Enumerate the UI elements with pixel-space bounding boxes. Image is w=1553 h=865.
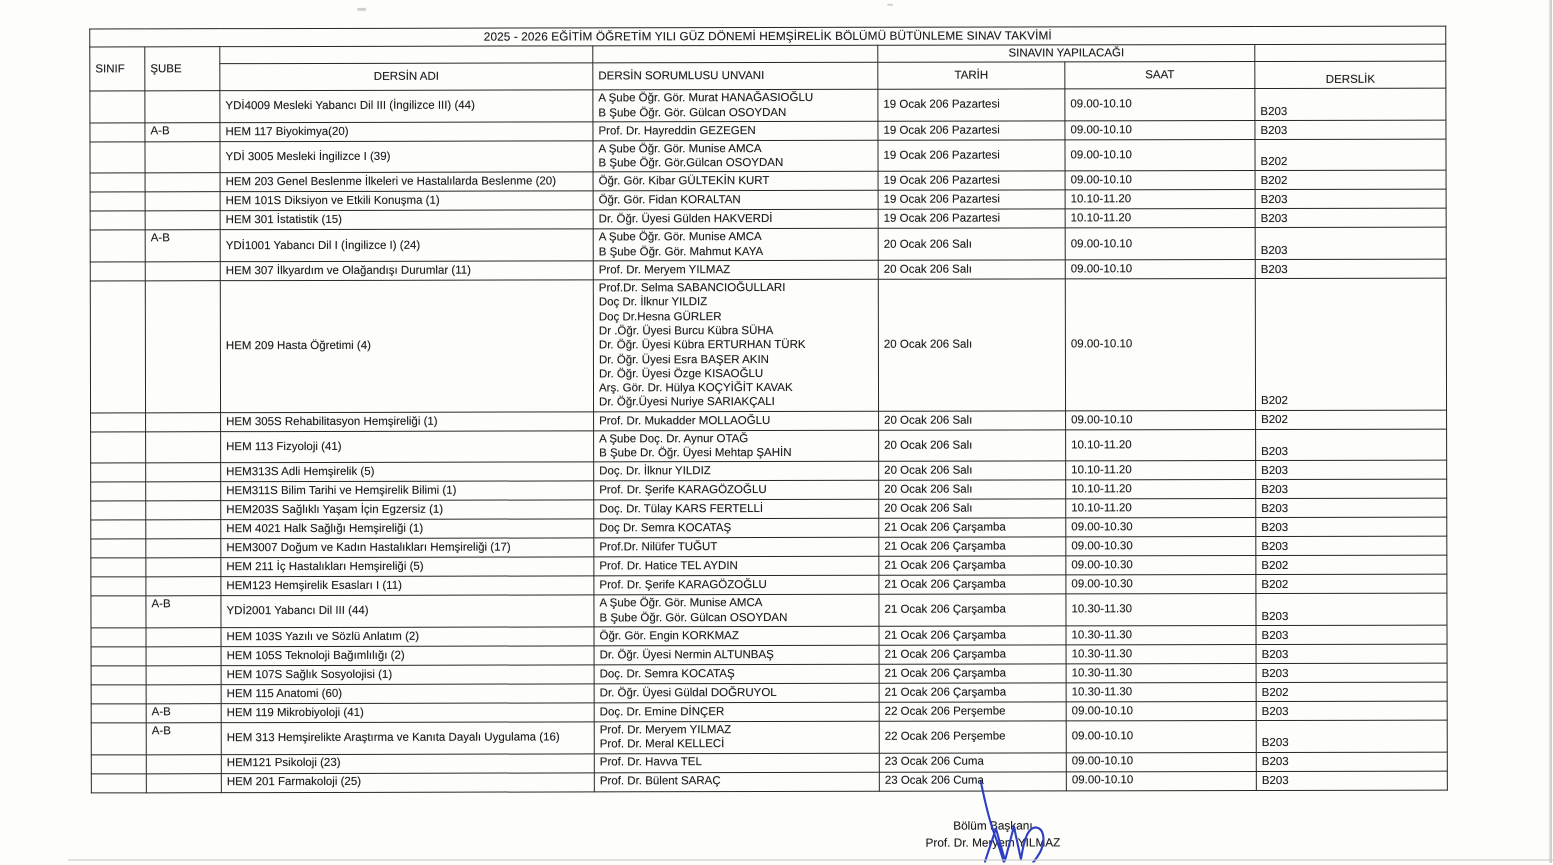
cell-sinif xyxy=(90,211,145,230)
column-header-tarih: TARİH xyxy=(878,62,1065,89)
cell-tarih: 19 Ocak 206 Pazartesi xyxy=(878,121,1065,140)
scan-edge-bottom xyxy=(68,859,1553,861)
cell-sorumlu: Doç. Dr. Semra KOCATAŞ xyxy=(594,664,879,684)
cell-tarih: 19 Ocak 206 Pazartesi xyxy=(878,209,1065,228)
cell-saat: 09.00-10.10 xyxy=(1065,260,1255,279)
cell-ders: HEM 307 İlkyardım ve Olağandışı Durumlar (11) xyxy=(220,261,593,281)
cell-saat: 10.10-11.20 xyxy=(1066,461,1256,480)
cell-ders: HEM3007 Doğum ve Kadın Hastalıkları Hemşireliği (17) xyxy=(221,538,594,558)
cell-saat: 09.00-10.10 xyxy=(1066,410,1256,429)
cell-tarih: 23 Ocak 206 Cuma xyxy=(879,752,1066,771)
cell-sube xyxy=(145,262,220,281)
cell-tarih: 21 Ocak 206 Çarşamba xyxy=(879,645,1066,664)
cell-sinif xyxy=(91,577,146,596)
cell-sorumlu: Prof. Dr. Şerife KARAGÖZOĞLU xyxy=(594,481,879,501)
cell-saat: 09.00-10.10 xyxy=(1065,279,1255,411)
cell-saat: 09.00-10.10 xyxy=(1066,701,1256,720)
cell-derslik: B203 xyxy=(1256,720,1447,752)
cell-saat: 10.10-11.20 xyxy=(1066,480,1256,499)
cell-sinif xyxy=(91,704,146,723)
cell-saat: 09.00-10.10 xyxy=(1066,771,1256,790)
cell-ders: HEM 4021 Halk Sağlığı Hemşireliği (1) xyxy=(221,519,594,539)
cell-sinif xyxy=(90,230,145,262)
cell-ders: HEM 211 İç Hastalıkları Hemşireliği (5) xyxy=(221,557,594,577)
cell-sube: A-B xyxy=(145,123,220,142)
cell-sube xyxy=(146,558,221,577)
cell-ders: HEM 117 Biyokimya(20) xyxy=(220,122,593,142)
cell-derslik: B203 xyxy=(1256,663,1447,682)
cell-ders: HEM313S Adli Hemşirelik (5) xyxy=(221,462,594,482)
cell-saat: 09.00-10.10 xyxy=(1066,720,1256,752)
cell-tarih: 21 Ocak 206 Çarşamba xyxy=(879,594,1066,626)
exam-schedule-table xyxy=(89,26,1448,793)
cell-sorumlu: Doç Dr. Semra KOCATAŞ xyxy=(594,519,879,539)
footer-signatory-name: Prof. Dr. Meryem YILMAZ xyxy=(925,835,1061,850)
cell-tarih: 20 Ocak 206 Salı xyxy=(878,279,1065,411)
cell-sorumlu: Prof.Dr. Selma SABANCIOĞULLARI Doç Dr. İlknur YILDIZ Doç Dr.Hesna GÜRLER Dr .Öğr. Üyesi Burcu Kübra SÜHA Dr. Öğr. Üyesi Kübra ERTURHAN TÜRK Dr. Öğr. Üyesi Esra BAŞER AKIN Dr. Öğr. Üyesi Özge KISAOĞLU Arş. Gör. Dr. Hülya KOÇYİĞİT KAVAK Dr. Öğr.Üyesi Nuriye SARIAKÇALI xyxy=(593,279,878,411)
cell-tarih: 19 Ocak 206 Pazartesi xyxy=(878,190,1065,209)
cell-sorumlu: Öğr. Gör. Kibar GÜLTEKİN KURT xyxy=(593,172,878,192)
cell-ders: HEM 115 Anatomi (60) xyxy=(221,684,594,704)
cell-saat: 09.00-10.10 xyxy=(1065,139,1255,171)
cell-tarih: 19 Ocak 206 Pazartesi xyxy=(878,171,1065,190)
cell-ders: HEM 107S Sağlık Sosyolojisi (1) xyxy=(221,665,594,685)
cell-derslik: B203 xyxy=(1255,259,1446,278)
cell-ders: HEM311S Bilim Tarihi ve Hemşirelik Bilimi (1) xyxy=(221,481,594,501)
cell-sinif xyxy=(91,647,146,666)
cell-sorumlu: Öğr. Gör. Fidan KORALTAN xyxy=(593,191,878,211)
cell-saat: 09.00-10.10 xyxy=(1065,228,1255,260)
cell-ders: HEM 201 Farmakoloji (25) xyxy=(221,772,594,792)
cell-sinif xyxy=(91,501,146,520)
cell-ders: HEM 209 Hasta Öğretimi (4) xyxy=(220,280,593,412)
table-row xyxy=(91,771,1447,793)
cell-sorumlu: Öğr. Gör. Engin KORKMAZ xyxy=(594,626,879,646)
cell-derslik: B202 xyxy=(1255,171,1446,190)
cell-derslik: B202 xyxy=(1256,574,1447,593)
cell-derslik: B202 xyxy=(1256,682,1447,701)
cell-derslik: B203 xyxy=(1256,752,1447,771)
cell-sube xyxy=(145,142,220,174)
cell-ders: HEM123 Hemşirelik Esasları I (11) xyxy=(221,576,594,596)
column-header-sinavin-yapilacagi: SINAVIN YAPILACAĞI xyxy=(878,44,1255,62)
cell-sinif xyxy=(91,432,146,464)
cell-derslik: B202 xyxy=(1255,139,1446,171)
cell-tarih: 21 Ocak 206 Çarşamba xyxy=(879,537,1066,556)
cell-sinif xyxy=(91,723,146,755)
cell-sinif xyxy=(90,281,145,413)
cell-sube xyxy=(146,773,221,792)
cell-sorumlu: Prof. Dr. Meryem YILMAZ Prof. Dr. Meral KELLECİ xyxy=(594,721,879,753)
table-row xyxy=(90,88,1446,122)
cell-ders: HEM 203 Genel Beslenme İlkeleri ve Hastalılarda Beslenme (20) xyxy=(220,172,593,192)
cell-sorumlu: A Şube Öğr. Gör. Munise AMCA B Şube Öğr. Gör.Gülcan OSOYDAN xyxy=(593,140,878,172)
cell-sube xyxy=(146,501,221,520)
cell-derslik: B203 xyxy=(1256,644,1447,663)
cell-sorumlu: Doç. Dr. Emine DİNÇER xyxy=(594,702,879,722)
cell-sinif xyxy=(91,539,146,558)
cell-sinif xyxy=(91,413,146,432)
cell-sorumlu: Doç. Dr. Tülay KARS FERTELLİ xyxy=(594,500,879,520)
cell-tarih: 20 Ocak 206 Salı xyxy=(879,461,1066,480)
cell-saat: 09.00-10.10 xyxy=(1065,120,1255,139)
cell-saat: 10.10-11.20 xyxy=(1065,209,1255,228)
cell-sinif xyxy=(91,628,146,647)
cell-ders: HEM 305S Rehabilitasyon Hemşireliği (1) xyxy=(221,412,594,432)
cell-sube xyxy=(145,211,220,230)
cell-sorumlu: Dr. Öğr. Üyesi Gülden HAKVERDİ xyxy=(593,210,878,230)
cell-sube xyxy=(146,520,221,539)
cell-sinif xyxy=(91,666,146,685)
document-title: 2025 - 2026 EĞİTİM ÖĞRETİM YILI GÜZ DÖNEMİ HEMŞİRELİK BÖLÜMÜ BÜTÜNLEME SINAV TAKVİMİ xyxy=(90,26,1446,47)
cell-saat: 09.00-10.10 xyxy=(1065,171,1255,190)
scan-artifact xyxy=(887,4,893,6)
cell-ders: HEM203S Sağlıklı Yaşam İçin Egzersiz (1) xyxy=(221,500,594,520)
cell-derslik: B203 xyxy=(1256,460,1447,479)
cell-ders: HEM 103S Yazılı ve Sözlü Anlatım (2) xyxy=(221,627,594,647)
cell-derslik: B202 xyxy=(1256,410,1447,429)
cell-tarih: 21 Ocak 206 Çarşamba xyxy=(879,575,1066,594)
cell-sube xyxy=(146,666,221,685)
cell-sorumlu: Doç. Dr. İlknur YILDIZ xyxy=(594,462,879,482)
cell-sorumlu: Prof. Dr. Havva TEL xyxy=(594,753,879,773)
cell-derslik: B203 xyxy=(1256,498,1447,517)
column-header-sube: ŞUBE xyxy=(145,47,220,91)
cell-sorumlu: Prof.Dr. Nilüfer TUĞUT xyxy=(594,538,879,558)
cell-sorumlu: Prof. Dr. Bülent SARAÇ xyxy=(594,772,879,792)
cell-sube: A-B xyxy=(146,704,221,723)
cell-derslik: B203 xyxy=(1255,120,1446,139)
cell-sube: A-B xyxy=(146,596,221,628)
cell-sorumlu: Prof. Dr. Hayreddin GEZEGEN xyxy=(593,121,878,141)
column-header-dersin-adi: DERSİN ADI xyxy=(220,63,593,91)
cell-sube xyxy=(146,647,221,666)
cell-tarih: 22 Ocak 206 Perşembe xyxy=(879,702,1066,721)
cell-sinif xyxy=(91,596,146,628)
cell-saat: 10.30-11.30 xyxy=(1066,682,1256,701)
column-header-sinif: SINIF xyxy=(90,47,145,91)
cell-derslik: B203 xyxy=(1256,625,1447,644)
cell-derslik: B203 xyxy=(1256,429,1447,461)
cell-sube xyxy=(146,482,221,501)
cell-sinif xyxy=(90,262,145,281)
cell-saat: 09.00-10.30 xyxy=(1066,556,1256,575)
cell-sube xyxy=(146,463,221,482)
header-spacer xyxy=(593,45,878,63)
cell-sorumlu: Prof. Dr. Şerife KARAGÖZOĞLU xyxy=(594,576,879,596)
cell-saat: 09.00-10.30 xyxy=(1066,537,1256,556)
table-row xyxy=(90,228,1446,262)
cell-derslik: B203 xyxy=(1255,209,1446,228)
cell-derslik: B203 xyxy=(1256,771,1447,790)
cell-sorumlu: Dr. Öğr. Üyesi Güldal DOĞRUYOL xyxy=(594,683,879,703)
cell-sinif xyxy=(91,754,146,773)
cell-saat: 10.10-11.20 xyxy=(1066,499,1256,518)
cell-tarih: 20 Ocak 206 Salı xyxy=(879,430,1066,462)
cell-sorumlu: A Şube Doç. Dr. Aynur OTAĞ B Şube Dr. Öğr. Üyesi Mehtap ŞAHİN xyxy=(594,430,879,462)
header-spacer xyxy=(1255,44,1446,62)
cell-sorumlu: Prof. Dr. Hatice TEL AYDIN xyxy=(594,557,879,577)
cell-sinif xyxy=(90,123,145,142)
cell-derslik: B202 xyxy=(1256,555,1447,574)
cell-sube xyxy=(146,412,221,431)
cell-saat: 09.00-10.30 xyxy=(1066,518,1256,537)
cell-tarih: 20 Ocak 206 Salı xyxy=(879,499,1066,518)
cell-tarih: 22 Ocak 206 Perşembe xyxy=(879,721,1066,753)
cell-sube xyxy=(146,577,221,596)
cell-saat: 10.30-11.30 xyxy=(1066,644,1256,663)
cell-ders: HEM121 Psikoloji (23) xyxy=(221,753,594,773)
cell-sube xyxy=(146,685,221,704)
cell-sorumlu: A Şube Öğr. Gör. Munise AMCA B Şube Öğr. Gör. Mahmut KAYA xyxy=(593,229,878,261)
cell-tarih: 20 Ocak 206 Salı xyxy=(878,260,1065,279)
table-row xyxy=(91,593,1447,627)
table-body xyxy=(90,88,1448,792)
cell-sube xyxy=(145,91,220,123)
cell-sube xyxy=(145,192,220,211)
cell-sinif xyxy=(91,685,146,704)
cell-derslik: B203 xyxy=(1256,479,1447,498)
cell-sinif xyxy=(90,192,145,211)
table-row xyxy=(90,139,1446,173)
cell-ders: HEM 119 Mikrobiyoloji (41) xyxy=(221,703,594,723)
cell-saat: 10.10-11.20 xyxy=(1065,190,1255,209)
cell-ders: HEM 101S Diksiyon ve Etkili Konuşma (1) xyxy=(220,191,593,211)
cell-sube xyxy=(146,754,221,773)
footer-role-label: Bölüm Başkanı xyxy=(953,818,1033,833)
cell-tarih: 21 Ocak 206 Çarşamba xyxy=(879,518,1066,537)
cell-sinif xyxy=(91,558,146,577)
cell-tarih: 20 Ocak 206 Salı xyxy=(879,480,1066,499)
cell-sube xyxy=(145,173,220,192)
cell-ders: YDİ 3005 Mesleki İngilizce I (39) xyxy=(220,141,593,173)
cell-saat: 10.10-11.20 xyxy=(1066,429,1256,461)
table-row xyxy=(91,429,1447,463)
cell-saat: 09.00-10.10 xyxy=(1066,752,1256,771)
cell-derslik: B203 xyxy=(1256,536,1447,555)
cell-ders: HEM 105S Teknoloji Bağımlılığı (2) xyxy=(221,646,594,666)
cell-derslik: B203 xyxy=(1255,88,1446,120)
table-row xyxy=(90,278,1446,413)
cell-sinif xyxy=(91,463,146,482)
cell-tarih: 20 Ocak 206 Salı xyxy=(878,228,1065,260)
cell-sube: A-B xyxy=(145,230,220,262)
cell-tarih: 19 Ocak 206 Pazartesi xyxy=(878,140,1065,172)
cell-derslik: B202 xyxy=(1255,278,1446,410)
cell-ders: HEM 313 Hemşirelikte Araştırma ve Kanıta Dayalı Uygulama (16) xyxy=(221,722,594,754)
cell-saat: 09.00-10.30 xyxy=(1066,575,1256,594)
cell-derslik: B203 xyxy=(1255,190,1446,209)
cell-sorumlu: Prof. Dr. Mukadder MOLLAOĞLU xyxy=(594,411,879,431)
cell-ders: YDİ1001 Yabancı Dil I (İngilizce I) (24) xyxy=(220,229,593,261)
cell-sinif xyxy=(91,773,146,792)
scan-edge-right xyxy=(1549,0,1552,863)
cell-sorumlu: A Şube Öğr. Gör. Murat HANAĞASIOĞLU B Şube Öğr. Gör. Gülcan OSOYDAN xyxy=(593,90,878,122)
cell-ders: YDİ4009 Mesleki Yabancı Dil III (İngilizce III) (44) xyxy=(220,90,593,122)
cell-ders: HEM 301 İstatistik (15) xyxy=(220,210,593,230)
cell-tarih: 21 Ocak 206 Çarşamba xyxy=(879,664,1066,683)
cell-sinif xyxy=(91,520,146,539)
cell-derslik: B203 xyxy=(1256,701,1447,720)
cell-sinif xyxy=(90,173,145,192)
cell-tarih: 21 Ocak 206 Çarşamba xyxy=(879,556,1066,575)
cell-sube: A-B xyxy=(146,723,221,755)
cell-tarih: 19 Ocak 206 Pazartesi xyxy=(878,89,1065,121)
cell-sube xyxy=(146,539,221,558)
cell-sorumlu: Prof. Dr. Meryem YILMAZ xyxy=(593,260,878,280)
cell-sube xyxy=(146,628,221,647)
column-header-saat: SAAT xyxy=(1065,62,1255,89)
header-spacer xyxy=(220,46,593,64)
cell-derslik: B203 xyxy=(1255,228,1446,260)
header-row-sub xyxy=(90,61,1446,91)
cell-saat: 10.30-11.30 xyxy=(1066,625,1256,644)
cell-ders: HEM 113 Fizyoloji (41) xyxy=(221,431,594,463)
cell-sinif xyxy=(90,142,145,174)
cell-sinif xyxy=(91,482,146,501)
cell-ders: YDİ2001 Yabancı Dil III (44) xyxy=(221,595,594,627)
cell-tarih: 21 Ocak 206 Çarşamba xyxy=(879,683,1066,702)
cell-tarih: 20 Ocak 206 Salı xyxy=(879,411,1066,430)
cell-sube xyxy=(145,281,220,413)
cell-tarih: 23 Ocak 206 Cuma xyxy=(879,771,1066,790)
table-row xyxy=(91,720,1447,754)
cell-tarih: 21 Ocak 206 Çarşamba xyxy=(879,626,1066,645)
cell-derslik: B203 xyxy=(1256,593,1447,625)
cell-sinif xyxy=(90,91,145,123)
cell-saat: 10.30-11.30 xyxy=(1066,594,1256,626)
column-header-derslik: DERSLİK xyxy=(1255,61,1446,88)
cell-sorumlu: A Şube Öğr. Gör. Munise AMCA B Şube Öğr. Gör. Gülcan OSOYDAN xyxy=(594,595,879,627)
signature-block xyxy=(873,817,1113,852)
cell-sorumlu: Dr. Öğr. Üyesi Nermin ALTUNBAŞ xyxy=(594,645,879,665)
cell-derslik: B203 xyxy=(1256,517,1447,536)
cell-saat: 09.00-10.10 xyxy=(1065,89,1255,121)
scan-artifact xyxy=(357,8,366,11)
column-header-sorumlu: DERSİN SORUMLUSU UNVANI xyxy=(593,63,878,91)
cell-saat: 10.30-11.30 xyxy=(1066,663,1256,682)
cell-sube xyxy=(146,431,221,463)
